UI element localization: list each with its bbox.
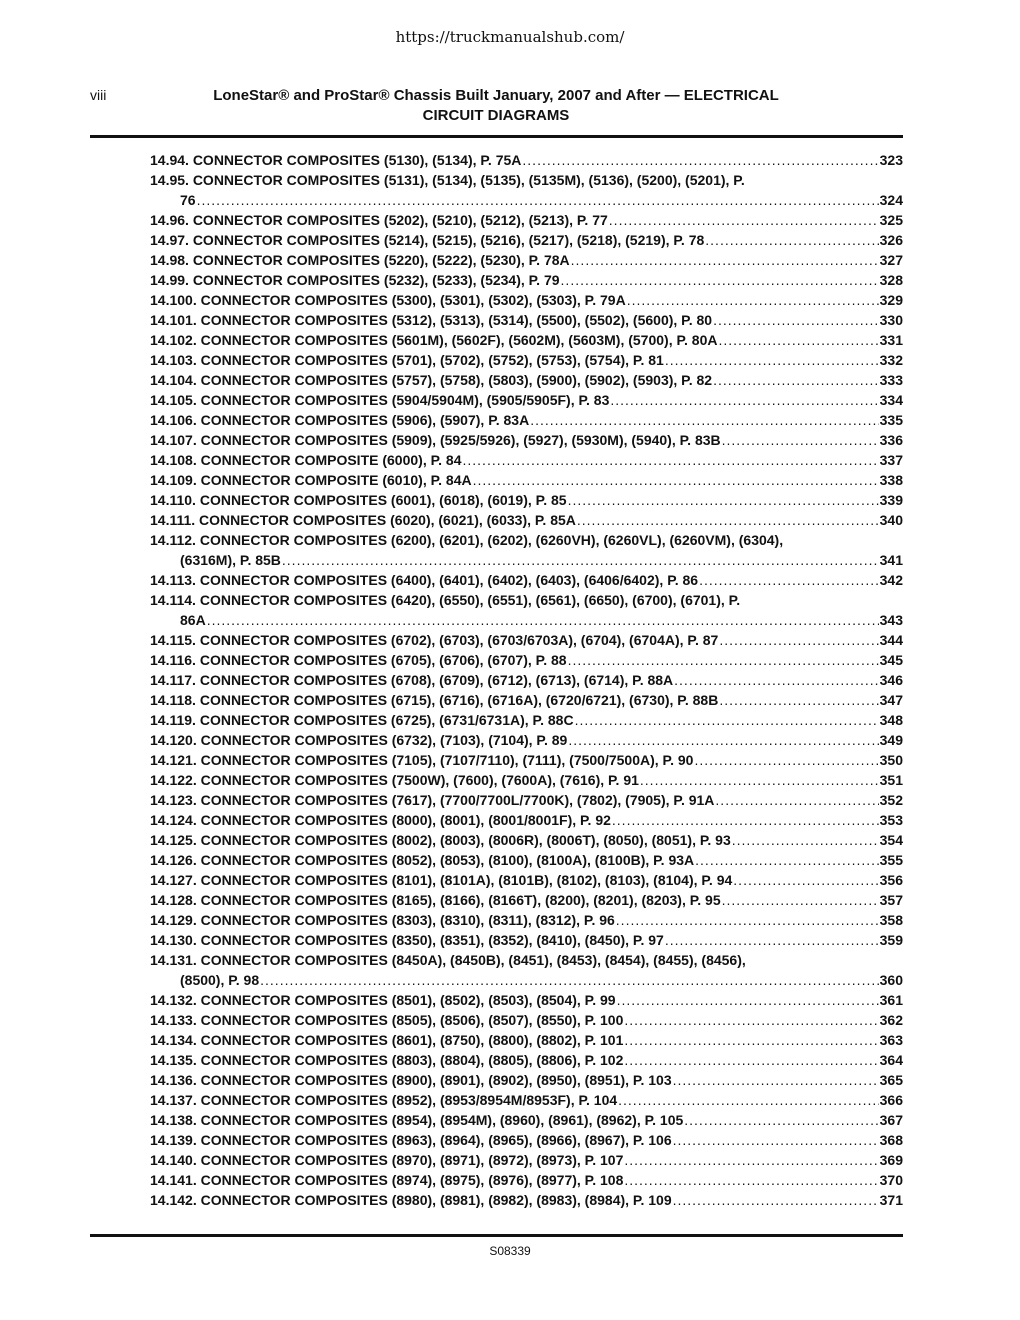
toc-dot-leader bbox=[719, 630, 878, 650]
toc-page-number: 345 bbox=[879, 652, 903, 668]
toc-page-number: 348 bbox=[879, 712, 903, 728]
toc-entry-title: 14.111. CONNECTOR COMPOSITES (6020), (6021), (6033), P. 85A bbox=[150, 512, 576, 528]
toc-entry-title: 86A bbox=[180, 612, 206, 628]
toc-entry[interactable] bbox=[150, 1090, 903, 1110]
toc-dot-leader bbox=[705, 230, 878, 250]
toc-entry-title: 14.104. CONNECTOR COMPOSITES (5757), (5758), (5803), (5900), (5902), (5903), P. 82 bbox=[150, 372, 713, 388]
toc-page-number: 359 bbox=[879, 932, 903, 948]
toc-entry-title: 14.110. CONNECTOR COMPOSITES (6001), (6018), (6019), P. 85 bbox=[150, 492, 567, 508]
toc-entry[interactable] bbox=[150, 830, 903, 850]
toc-entry-title: 14.94. CONNECTOR COMPOSITES (5130), (5134), P. 75A bbox=[150, 152, 522, 168]
toc-entry-title: 14.121. CONNECTOR COMPOSITES (7105), (7107/7110), (7111), (7500/7500A), P. 90 bbox=[150, 752, 694, 768]
toc-entry[interactable] bbox=[150, 150, 903, 170]
toc-entry[interactable] bbox=[150, 650, 903, 670]
toc-entry-title: 14.139. CONNECTOR COMPOSITES (8963), (8964), (8965), (8966), (8967), P. 106 bbox=[150, 1132, 672, 1148]
toc-dot-leader bbox=[473, 470, 879, 490]
toc-dot-leader bbox=[575, 710, 879, 730]
toc-entry-title: 14.97. CONNECTOR COMPOSITES (5214), (5215), (5216), (5217), (5218), (5219), P. 78 bbox=[150, 232, 705, 248]
toc-page-number: 330 bbox=[879, 312, 903, 328]
toc-entry-title: 14.113. CONNECTOR COMPOSITES (6400), (6401), (6402), (6403), (6406/6402), P. 86 bbox=[150, 572, 699, 588]
toc-dot-leader bbox=[624, 1150, 878, 1170]
toc-entry-title: 14.109. CONNECTOR COMPOSITE (6010), P. 84A bbox=[150, 472, 472, 488]
toc-dot-leader bbox=[609, 210, 879, 230]
toc-entry[interactable] bbox=[150, 1070, 903, 1090]
toc-page-number: 323 bbox=[879, 152, 903, 168]
toc-dot-leader bbox=[624, 1170, 878, 1190]
toc-page-number: 360 bbox=[879, 972, 903, 988]
toc-dot-leader bbox=[713, 370, 879, 390]
toc-entry[interactable] bbox=[150, 570, 903, 590]
toc-page-number: 328 bbox=[879, 272, 903, 288]
toc-dot-leader bbox=[568, 730, 878, 750]
toc-entry[interactable] bbox=[150, 1030, 903, 1050]
toc-page-number: 340 bbox=[879, 512, 903, 528]
toc-entry-title-line: 14.112. CONNECTOR COMPOSITES (6200), (6201), (6202), (6260VH), (6260VL), (6260VM), (6304), bbox=[150, 532, 784, 548]
toc-dot-leader bbox=[618, 1090, 879, 1110]
toc-entry-title: 14.106. CONNECTOR COMPOSITES (5906), (5907), P. 83A bbox=[150, 412, 530, 428]
toc-dot-leader bbox=[732, 830, 879, 850]
toc-entry[interactable] bbox=[150, 950, 903, 990]
toc-page-number: 368 bbox=[879, 1132, 903, 1148]
toc-page-number: 324 bbox=[879, 192, 903, 208]
toc-entry[interactable] bbox=[150, 630, 903, 650]
toc-entry-title: 14.105. CONNECTOR COMPOSITES (5904/5904M), (5905/5905F), P. 83 bbox=[150, 392, 610, 408]
toc-entry[interactable] bbox=[150, 390, 903, 410]
source-url: https://truckmanualshub.com/ bbox=[395, 28, 625, 46]
toc-page-number: 343 bbox=[879, 612, 903, 628]
toc-entry-title: 14.132. CONNECTOR COMPOSITES (8501), (8502), (8503), (8504), P. 99 bbox=[150, 992, 616, 1008]
toc-page-number: 351 bbox=[879, 772, 903, 788]
toc-entry-title-line: 14.114. CONNECTOR COMPOSITES (6420), (6550), (6551), (6561), (6650), (6700), (6701), P. bbox=[150, 592, 741, 608]
toc-dot-leader bbox=[722, 890, 879, 910]
toc-dot-leader bbox=[624, 1010, 878, 1030]
toc-entry[interactable] bbox=[150, 270, 903, 290]
toc-entry[interactable] bbox=[150, 910, 903, 930]
toc-entry[interactable] bbox=[150, 290, 903, 310]
toc-dot-leader bbox=[640, 770, 879, 790]
toc-entry[interactable] bbox=[150, 450, 903, 470]
toc-page-number: 350 bbox=[879, 752, 903, 768]
toc-entry-title: 14.96. CONNECTOR COMPOSITES (5202), (5210), (5212), (5213), P. 77 bbox=[150, 212, 608, 228]
toc-entry[interactable] bbox=[150, 230, 903, 250]
toc-dot-leader bbox=[695, 850, 878, 870]
toc-dot-leader bbox=[699, 570, 879, 590]
toc-dot-leader bbox=[568, 650, 879, 670]
toc-entry-title: 14.129. CONNECTOR COMPOSITES (8303), (8310), (8311), (8312), P. 96 bbox=[150, 912, 615, 928]
toc-entry-title: 14.108. CONNECTOR COMPOSITE (6000), P. 84 bbox=[150, 452, 462, 468]
toc-page-number: 329 bbox=[879, 292, 903, 308]
toc-entry[interactable] bbox=[150, 310, 903, 330]
toc-entry[interactable] bbox=[150, 210, 903, 230]
toc-page-number: 349 bbox=[879, 732, 903, 748]
toc-page-number: 367 bbox=[879, 1112, 903, 1128]
toc-dot-leader bbox=[719, 690, 878, 710]
toc-entry-title: 14.136. CONNECTOR COMPOSITES (8900), (8901), (8902), (8950), (8951), P. 103 bbox=[150, 1072, 672, 1088]
toc-page-number: 362 bbox=[879, 1012, 903, 1028]
toc-dot-leader bbox=[530, 410, 878, 430]
toc-page-number: 347 bbox=[879, 692, 903, 708]
toc-dot-leader bbox=[463, 450, 879, 470]
toc-page-number: 327 bbox=[879, 252, 903, 268]
toc-entry-title: 14.142. CONNECTOR COMPOSITES (8980), (8981), (8982), (8983), (8984), P. 109 bbox=[150, 1192, 672, 1208]
toc-dot-leader bbox=[282, 550, 879, 570]
toc-entry-title: 14.141. CONNECTOR COMPOSITES (8974), (8975), (8976), (8977), P. 108 bbox=[150, 1172, 624, 1188]
header-title-line-2: CIRCUIT DIAGRAMS bbox=[422, 107, 570, 124]
toc-entry-title-line: 14.95. CONNECTOR COMPOSITES (5131), (5134), (5135), (5135M), (5136), (5200), (5201), P. bbox=[150, 172, 745, 188]
toc-entry[interactable] bbox=[150, 870, 903, 890]
toc-dot-leader bbox=[718, 330, 878, 350]
toc-page-number: 361 bbox=[879, 992, 903, 1008]
toc-dot-leader bbox=[624, 1030, 878, 1050]
toc-entry-title-line: 14.131. CONNECTOR COMPOSITES (8450A), (8450B), (8451), (8453), (8454), (8455), (8456), bbox=[150, 952, 746, 968]
toc-page-number: 356 bbox=[879, 872, 903, 888]
toc-dot-leader bbox=[627, 290, 879, 310]
toc-dot-leader bbox=[197, 190, 879, 210]
toc-dot-leader bbox=[673, 1070, 879, 1090]
toc-entry-title: 14.134. CONNECTOR COMPOSITES (8601), (8750), (8800), (8802), P. 101 bbox=[150, 1032, 624, 1048]
toc-dot-leader bbox=[684, 1110, 878, 1130]
toc-dot-leader bbox=[665, 350, 879, 370]
toc-page-number: 352 bbox=[879, 792, 903, 808]
toc-entry-title: 14.102. CONNECTOR COMPOSITES (5601M), (5602F), (5602M), (5603M), (5700), P. 80A bbox=[150, 332, 718, 348]
toc-dot-leader bbox=[522, 150, 878, 170]
toc-entry[interactable] bbox=[150, 850, 903, 870]
toc-dot-leader bbox=[568, 490, 879, 510]
toc-page-number: 354 bbox=[879, 832, 903, 848]
toc-entry[interactable] bbox=[150, 690, 903, 710]
toc-entry-title: 14.118. CONNECTOR COMPOSITES (6715), (6716), (6716A), (6720/6721), (6730), P. 88B bbox=[150, 692, 719, 708]
toc-entry[interactable] bbox=[150, 730, 903, 750]
toc-page-number: 335 bbox=[879, 412, 903, 428]
toc-page-number: 369 bbox=[879, 1152, 903, 1168]
toc-entry-title: 14.123. CONNECTOR COMPOSITES (7617), (7700/7700L/7700K), (7802), (7905), P. 91A bbox=[150, 792, 715, 808]
toc-dot-leader bbox=[722, 430, 879, 450]
toc-entry[interactable] bbox=[150, 1110, 903, 1130]
header-rule bbox=[90, 135, 903, 138]
toc-dot-leader bbox=[577, 510, 879, 530]
toc-entry-title: 14.138. CONNECTOR COMPOSITES (8954), (8954M), (8960), (8961), (8962), P. 105 bbox=[150, 1112, 684, 1128]
header-title-line-1: LoneStar® and ProStar® Chassis Built January, 2007 and After — ELECTRICAL bbox=[213, 87, 779, 104]
toc-entry[interactable] bbox=[150, 170, 903, 210]
toc-page-number: 325 bbox=[879, 212, 903, 228]
toc-entry[interactable] bbox=[150, 930, 903, 950]
toc-dot-leader bbox=[612, 810, 879, 830]
toc-page-number: 365 bbox=[879, 1072, 903, 1088]
toc-entry-title: (6316M), P. 85B bbox=[180, 552, 281, 568]
toc-entry-title: 14.122. CONNECTOR COMPOSITES (7500W), (7600), (7600A), (7616), P. 91 bbox=[150, 772, 639, 788]
toc-page-number: 342 bbox=[879, 572, 903, 588]
toc-dot-leader bbox=[673, 1130, 879, 1150]
toc-dot-leader bbox=[713, 310, 879, 330]
toc-entry-title: 76 bbox=[180, 192, 196, 208]
toc-page-number: 339 bbox=[879, 492, 903, 508]
toc-dot-leader bbox=[673, 1190, 879, 1210]
toc-entry-title: 14.127. CONNECTOR COMPOSITES (8101), (8101A), (8101B), (8102), (8103), (8104), P. 94 bbox=[150, 872, 733, 888]
toc-entry-title: 14.101. CONNECTOR COMPOSITES (5312), (5313), (5314), (5500), (5502), (5600), P. 80 bbox=[150, 312, 713, 328]
toc-page-number: 358 bbox=[879, 912, 903, 928]
toc-page-number: 370 bbox=[879, 1172, 903, 1188]
toc-entry[interactable] bbox=[150, 1170, 903, 1190]
toc-entry-title: 14.120. CONNECTOR COMPOSITES (6732), (7103), (7104), P. 89 bbox=[150, 732, 568, 748]
toc-entry[interactable] bbox=[150, 890, 903, 910]
toc-page-number: 326 bbox=[879, 232, 903, 248]
toc-entry-title: 14.124. CONNECTOR COMPOSITES (8000), (8001), (8001/8001F), P. 92 bbox=[150, 812, 611, 828]
toc-page-number: 331 bbox=[879, 332, 903, 348]
toc-page-number: 353 bbox=[879, 812, 903, 828]
toc-dot-leader bbox=[617, 990, 879, 1010]
toc-dot-leader bbox=[715, 790, 878, 810]
toc-entry[interactable] bbox=[150, 510, 903, 530]
toc-entry[interactable] bbox=[150, 250, 903, 270]
toc-entry-title: 14.137. CONNECTOR COMPOSITES (8952), (8953/8954M/8953F), P. 104 bbox=[150, 1092, 618, 1108]
toc-dot-leader bbox=[624, 1050, 878, 1070]
toc-page-number: 371 bbox=[879, 1192, 903, 1208]
toc-entry[interactable] bbox=[150, 470, 903, 490]
footer-rule bbox=[90, 1234, 903, 1237]
toc-page-number: 341 bbox=[879, 552, 903, 568]
toc-entry[interactable] bbox=[150, 1050, 903, 1070]
toc-entry[interactable] bbox=[150, 1010, 903, 1030]
toc-entry[interactable] bbox=[150, 990, 903, 1010]
toc-page-number: 332 bbox=[879, 352, 903, 368]
toc-entry[interactable] bbox=[150, 410, 903, 430]
toc-entry-title: 14.125. CONNECTOR COMPOSITES (8002), (8003), (8006R), (8006T), (8050), (8051), P. 93 bbox=[150, 832, 731, 848]
toc-entry-title: 14.98. CONNECTOR COMPOSITES (5220), (5222), (5230), P. 78A bbox=[150, 252, 570, 268]
toc-entry[interactable] bbox=[150, 710, 903, 730]
toc-page-number: 337 bbox=[879, 452, 903, 468]
toc-entry-title: 14.126. CONNECTOR COMPOSITES (8052), (8053), (8100), (8100A), (8100B), P. 93A bbox=[150, 852, 695, 868]
toc-entry[interactable] bbox=[150, 330, 903, 350]
toc-page-number: 357 bbox=[879, 892, 903, 908]
toc-entry[interactable] bbox=[150, 810, 903, 830]
toc-entry-title: 14.103. CONNECTOR COMPOSITES (5701), (5702), (5752), (5753), (5754), P. 81 bbox=[150, 352, 664, 368]
toc-entry[interactable] bbox=[150, 370, 903, 390]
toc-entry[interactable] bbox=[150, 490, 903, 510]
toc-page-number: 363 bbox=[879, 1032, 903, 1048]
toc-page-number: 355 bbox=[879, 852, 903, 868]
toc-entry[interactable] bbox=[150, 590, 903, 630]
page-header-title bbox=[160, 86, 832, 126]
toc-entry-title: 14.107. CONNECTOR COMPOSITES (5909), (5925/5926), (5927), (5930M), (5940), P. 83B bbox=[150, 432, 721, 448]
toc-page-number: 364 bbox=[879, 1052, 903, 1068]
document-id: S08339 bbox=[489, 1244, 531, 1258]
toc-page-number: 366 bbox=[879, 1092, 903, 1108]
toc-entry-title: 14.135. CONNECTOR COMPOSITES (8803), (8804), (8805), (8806), P. 102 bbox=[150, 1052, 624, 1068]
toc-entry-title: 14.119. CONNECTOR COMPOSITES (6725), (6731/6731A), P. 88C bbox=[150, 712, 574, 728]
toc-entry[interactable] bbox=[150, 350, 903, 370]
toc-entry[interactable] bbox=[150, 790, 903, 810]
toc-dot-leader bbox=[260, 970, 879, 990]
toc-dot-leader bbox=[561, 270, 879, 290]
toc-entry-title: 14.130. CONNECTOR COMPOSITES (8350), (8351), (8352), (8410), (8450), P. 97 bbox=[150, 932, 664, 948]
toc-page-number: 344 bbox=[879, 632, 903, 648]
table-of-contents bbox=[150, 150, 903, 1210]
toc-entry[interactable] bbox=[150, 1190, 903, 1210]
toc-page-number: 334 bbox=[879, 392, 903, 408]
toc-dot-leader bbox=[674, 670, 878, 690]
page-number: viii bbox=[90, 87, 107, 103]
toc-dot-leader bbox=[733, 870, 878, 890]
toc-entry-title: 14.140. CONNECTOR COMPOSITES (8970), (8971), (8972), (8973), P. 107 bbox=[150, 1152, 624, 1168]
toc-entry[interactable] bbox=[150, 1130, 903, 1150]
toc-entry-title: 14.128. CONNECTOR COMPOSITES (8165), (8166), (8166T), (8200), (8201), (8203), P. 95 bbox=[150, 892, 721, 908]
toc-dot-leader bbox=[665, 930, 879, 950]
toc-dot-leader bbox=[571, 250, 879, 270]
toc-entry[interactable] bbox=[150, 430, 903, 450]
toc-dot-leader bbox=[616, 910, 879, 930]
toc-entry-title: 14.133. CONNECTOR COMPOSITES (8505), (8506), (8507), (8550), P. 100 bbox=[150, 1012, 624, 1028]
toc-page-number: 338 bbox=[879, 472, 903, 488]
toc-page-number: 346 bbox=[879, 672, 903, 688]
toc-page-number: 333 bbox=[879, 372, 903, 388]
toc-entry-title: 14.99. CONNECTOR COMPOSITES (5232), (5233), (5234), P. 79 bbox=[150, 272, 560, 288]
toc-entry[interactable] bbox=[150, 530, 903, 570]
toc-entry[interactable] bbox=[150, 750, 903, 770]
toc-entry-title: 14.117. CONNECTOR COMPOSITES (6708), (6709), (6712), (6713), (6714), P. 88A bbox=[150, 672, 674, 688]
toc-dot-leader bbox=[610, 390, 878, 410]
toc-page-number: 336 bbox=[879, 432, 903, 448]
toc-entry-title: 14.100. CONNECTOR COMPOSITES (5300), (5301), (5302), (5303), P. 79A bbox=[150, 292, 626, 308]
toc-entry-title: 14.115. CONNECTOR COMPOSITES (6702), (6703), (6703/6703A), (6704), (6704A), P. 87 bbox=[150, 632, 719, 648]
toc-dot-leader bbox=[694, 750, 878, 770]
toc-dot-leader bbox=[207, 610, 879, 630]
toc-entry-title: 14.116. CONNECTOR COMPOSITES (6705), (6706), (6707), P. 88 bbox=[150, 652, 567, 668]
toc-entry[interactable] bbox=[150, 770, 903, 790]
toc-entry-title: (8500), P. 98 bbox=[180, 972, 260, 988]
toc-entry[interactable] bbox=[150, 670, 903, 690]
toc-entry[interactable] bbox=[150, 1150, 903, 1170]
